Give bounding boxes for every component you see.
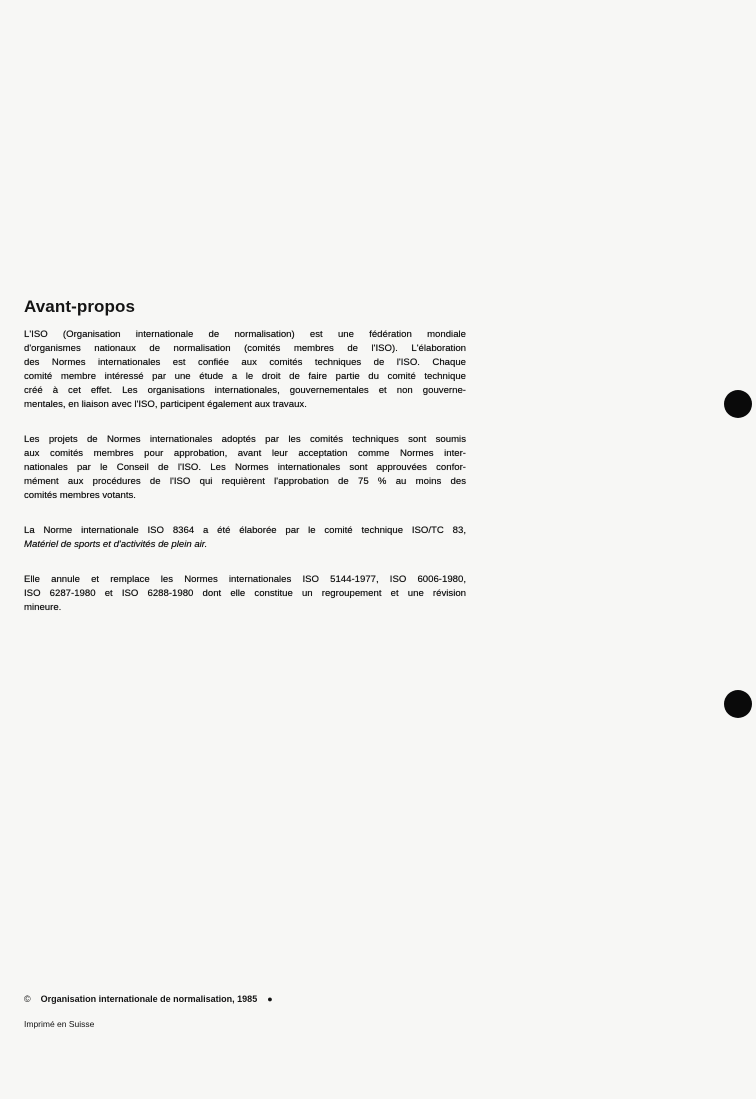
text-line: nationales par le Conseil de l'ISO. Les Normes internationales sont approuvées confor- <box>24 462 466 473</box>
page-title: Avant-propos <box>24 297 136 316</box>
copyright-notice <box>24 994 273 1004</box>
text-line: d'organismes nationaux de normalisation (comités membres de l'ISO). L'élaboration <box>24 343 466 354</box>
text-line: comités membres votants. <box>24 490 136 501</box>
text-line: mineure. <box>24 602 62 613</box>
punch-hole-icon <box>724 690 752 718</box>
punch-hole-icon <box>724 390 752 418</box>
text-line: comité membre intéressé par une étude a le droit de faire partie du comité technique <box>24 371 466 382</box>
bullet-icon: ● <box>267 994 273 1004</box>
text-line: La Norme internationale ISO 8364 a été élaborée par le comité technique ISO/TC 83, <box>24 525 466 536</box>
copyright-text: Organisation internationale de normalisation, 1985 <box>40 994 258 1004</box>
text-line: ISO 6287-1980 et ISO 6288-1980 dont elle constitue un regroupement et une révision <box>24 588 466 599</box>
text-line: L'ISO (Organisation internationale de normalisation) est une fédération mondiale <box>24 329 466 340</box>
text-line: créé à cet effet. Les organisations internationales, gouvernementales et non gouverne- <box>24 385 466 396</box>
text-line: mentales, en liaison avec l'ISO, participent également aux travaux. <box>24 399 307 410</box>
text-line: Elle annule et remplace les Normes internationales ISO 5144-1977, ISO 6006-1980, <box>24 574 466 585</box>
text-line-italic: Matériel de sports et d'activités de plein air. <box>24 539 208 550</box>
text-line: aux comités membres pour approbation, avant leur acceptation comme Normes inter- <box>24 448 466 459</box>
text-line: Les projets de Normes internationales adoptés par les comités techniques sont soumis <box>24 434 466 445</box>
text-line: des Normes internationales est confiée aux comités techniques de l'ISO. Chaque <box>24 357 466 368</box>
text-line: mément aux procédures de l'ISO qui requièrent l'approbation de 75 % au moins des <box>24 476 466 487</box>
printed-in: Imprimé en Suisse <box>24 1019 95 1029</box>
copyright-icon: © <box>24 994 31 1004</box>
